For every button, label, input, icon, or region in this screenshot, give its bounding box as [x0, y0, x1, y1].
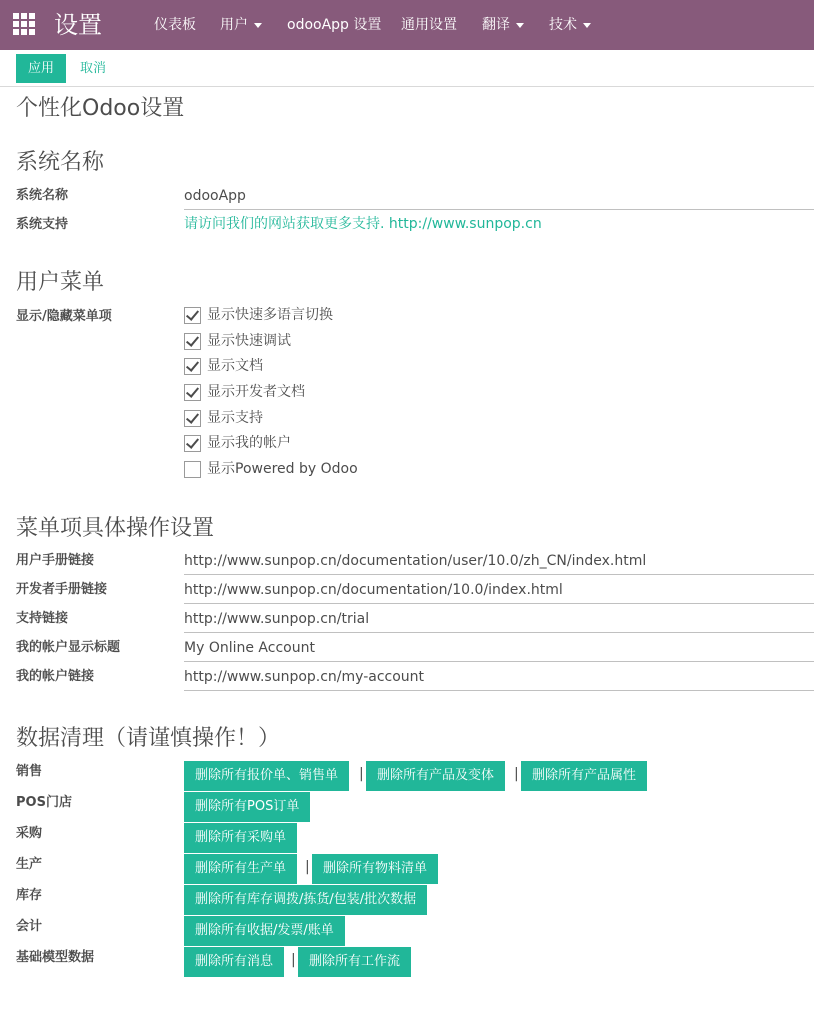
my-account-link-field[interactable]: http://www.sunpop.cn/my-account — [184, 667, 814, 691]
cleanup-manufacturing-label: 生产 — [16, 857, 43, 872]
cleanup-accounting-label: 会计 — [16, 919, 43, 934]
checkbox-checked-icon[interactable] — [184, 435, 201, 452]
my-account-link-label: 我的帐户链接 — [16, 669, 95, 684]
button-separator: | — [514, 766, 519, 782]
checkbox-checked-icon[interactable] — [184, 384, 201, 401]
caret-down-icon — [516, 23, 524, 28]
page-title: 个性化Odoo设置 — [16, 96, 185, 121]
delete-all-production-orders-button[interactable]: 删除所有生产单 — [184, 854, 297, 884]
system-support-link[interactable]: 请访问我们的网站获取更多支持. http://www.sunpop.cn — [184, 216, 542, 232]
section-heading-data-cleanup: 数据清理（请谨慎操作！） — [16, 726, 281, 751]
button-separator: | — [291, 952, 296, 968]
delete-all-quotations-button[interactable]: 删除所有报价单、销售单 — [184, 761, 349, 791]
system-name-field[interactable]: odooApp — [184, 186, 814, 210]
menu-odooapp-settings[interactable]: odooApp 设置 — [287, 17, 382, 33]
menu-dashboard[interactable]: 仪表板 — [154, 17, 196, 33]
caret-down-icon — [583, 23, 591, 28]
delete-all-pos-orders-button[interactable]: 删除所有POS订单 — [184, 792, 310, 822]
user-manual-link-label: 用户手册链接 — [16, 553, 95, 568]
cleanup-pos-label: POS门店 — [16, 795, 72, 810]
checkbox-checked-icon[interactable] — [184, 333, 201, 350]
cleanup-inventory-label: 库存 — [16, 888, 43, 903]
top-navbar — [0, 0, 814, 50]
delete-all-stock-data-button[interactable]: 删除所有库存调拨/拣货/包装/批次数据 — [184, 885, 427, 915]
delete-all-products-button[interactable]: 删除所有产品及变体 — [366, 761, 505, 791]
control-panel — [0, 50, 814, 87]
support-link-label: 支持链接 — [16, 611, 69, 626]
checkbox-unchecked-icon[interactable] — [184, 461, 201, 478]
app-title: 设置 — [54, 11, 102, 39]
delete-all-bom-button[interactable]: 删除所有物料清单 — [312, 854, 438, 884]
my-account-title-label: 我的帐户显示标题 — [16, 640, 121, 655]
delete-all-product-attributes-button[interactable]: 删除所有产品属性 — [521, 761, 647, 791]
delete-all-workflows-button[interactable]: 删除所有工作流 — [298, 947, 411, 977]
system-support-label: 系统支持 — [16, 217, 69, 232]
menu-technical[interactable]: 技术 — [549, 0, 591, 50]
my-account-title-field[interactable]: My Online Account — [184, 638, 814, 662]
cleanup-sales-label: 销售 — [16, 764, 43, 779]
apply-button[interactable]: 应用 — [16, 54, 66, 83]
support-link-field[interactable]: http://www.sunpop.cn/trial — [184, 609, 814, 633]
cleanup-base-data-label: 基础模型数据 — [16, 950, 95, 965]
system-name-label: 系统名称 — [16, 188, 69, 203]
cancel-button[interactable]: 取消 — [80, 61, 107, 76]
checkbox-checked-icon[interactable] — [184, 410, 201, 427]
section-heading-system-name: 系统名称 — [16, 150, 105, 175]
section-heading-user-menu: 用户菜单 — [16, 270, 105, 295]
section-heading-menu-actions: 菜单项具体操作设置 — [16, 516, 215, 541]
delete-all-messages-button[interactable]: 删除所有消息 — [184, 947, 284, 977]
developer-manual-link-field[interactable]: http://www.sunpop.cn/documentation/10.0/index.html — [184, 580, 814, 604]
apps-grid-icon[interactable] — [13, 13, 35, 35]
developer-manual-link-label: 开发者手册链接 — [16, 582, 108, 597]
checkbox-checked-icon[interactable] — [184, 358, 201, 375]
menu-users[interactable]: 用户 — [220, 0, 262, 50]
show-hide-menu-label: 显示/隐藏菜单项 — [16, 309, 112, 324]
caret-down-icon — [254, 23, 262, 28]
cleanup-purchase-label: 采购 — [16, 826, 43, 841]
delete-all-invoices-button[interactable]: 删除所有收据/发票/账单 — [184, 916, 345, 946]
button-separator: | — [305, 859, 310, 875]
menu-general-settings[interactable]: 通用设置 — [401, 17, 457, 33]
checkbox-checked-icon[interactable] — [184, 307, 201, 324]
user-manual-link-field[interactable]: http://www.sunpop.cn/documentation/user/10.0/zh_CN/index.html — [184, 551, 814, 575]
delete-all-purchase-orders-button[interactable]: 删除所有采购单 — [184, 823, 297, 853]
menu-translations[interactable]: 翻译 — [482, 0, 524, 50]
button-separator: | — [359, 766, 364, 782]
